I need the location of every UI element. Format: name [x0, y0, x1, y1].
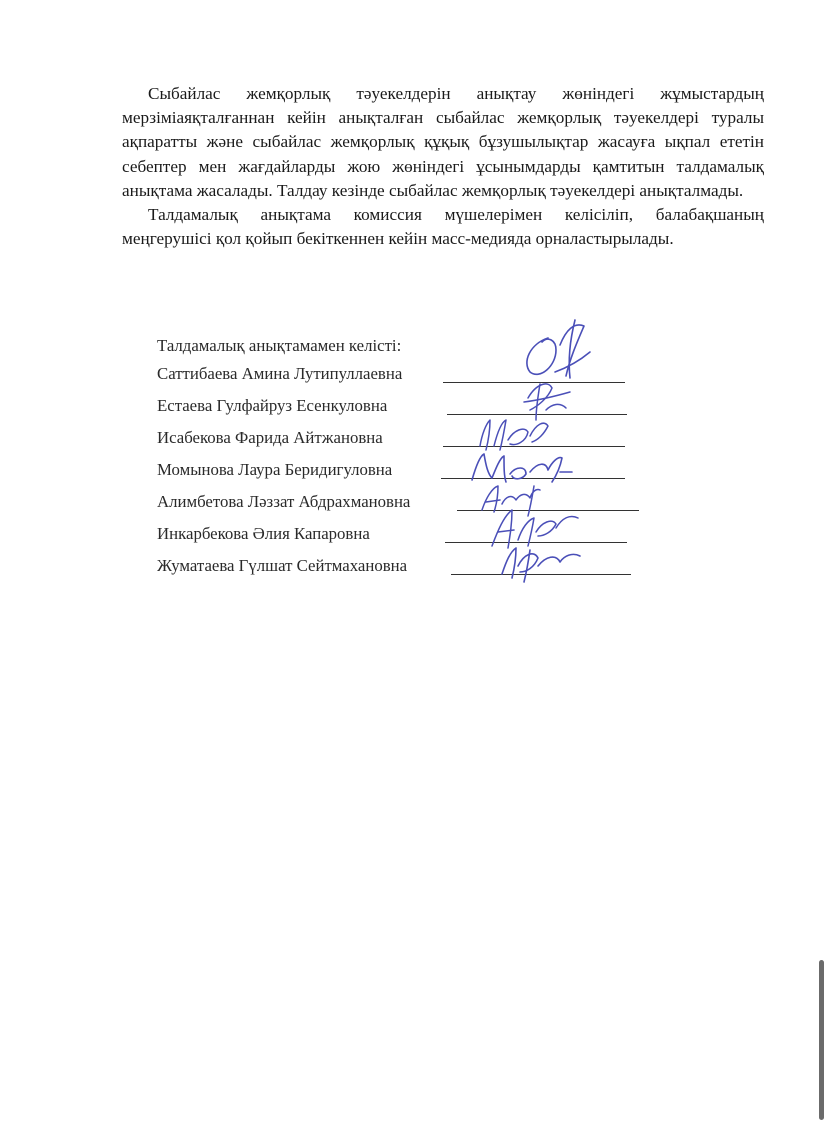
signature-7-ink — [502, 548, 580, 582]
signature-5-ink — [482, 486, 540, 516]
signature-line — [443, 382, 625, 383]
signature-line — [443, 446, 625, 447]
signature-line — [441, 478, 625, 479]
signatory-name: Жуматаева Гүлшат Сейтмахановна — [157, 556, 408, 575]
signatory-name: Инкарбекова Әлия Капаровна — [157, 524, 370, 543]
paragraph-2: Талдамалық анықтама комиссия мүшелерімен келісіліп, балабақшаның меңгерушісі қол қойып бекіткеннен кейін масс-медияда орналастырылады. — [122, 205, 764, 249]
signatory-name: Саттибаева Амина Лутипуллаевна — [157, 364, 403, 383]
signatory-name: Алимбетова Ләззат Абдрахмановна — [157, 492, 411, 511]
paragraph-1: Сыбайлас жемқорлық тәуекелдерін анықтау жөніндегі жұмыстардың мерзіміаяқталғаннан кейін анықталған сыбайлас жемқорлық тәуекелдері туралы ақпаратты және сыбайлас жемқорлық құқық бұзушылықтар жасауға ықпал ететін себептер мен жағдайларды жою жөніндегі ұсынымдарды қамтитын талдамалық анықтама жасалады. Талдау кезінде сыбайлас жемқорлық тәуекелдері анықталмады. — [122, 84, 764, 200]
signature-line — [445, 542, 627, 543]
signature-line — [457, 510, 639, 511]
scrollbar-thumb[interactable] — [819, 960, 824, 1120]
signatory-name: Исабекова Фарида Айтжановна — [157, 428, 383, 447]
signature-heading: Талдамалық анықтамамен келісті: — [157, 336, 402, 355]
body-text — [122, 82, 764, 251]
signature-1-ink — [527, 320, 590, 378]
signatory-name: Естаева Гулфайруз Есенкуловна — [157, 396, 388, 415]
signature-line — [451, 574, 631, 575]
signatory-name: Момынова Лаура Беридигуловна — [157, 460, 393, 479]
signature-line — [447, 414, 627, 415]
